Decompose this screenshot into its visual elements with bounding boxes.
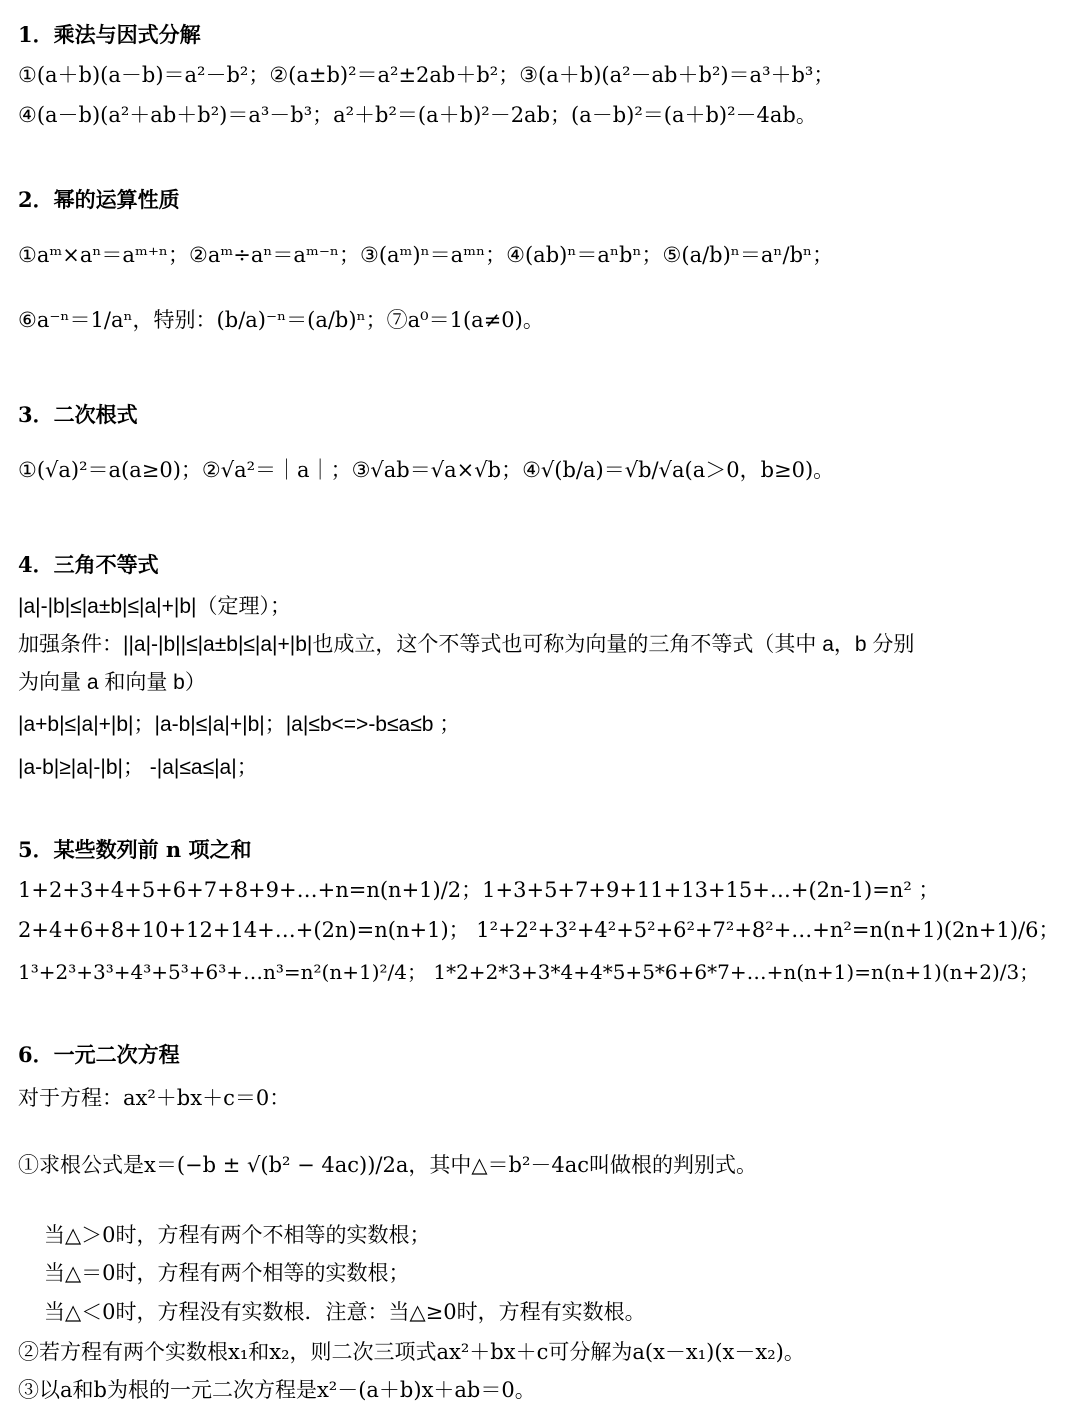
discriminant-negative-line: 当△＜0时，方程没有实数根．注意：当△≥0时，方程有实数根。 [44, 1300, 646, 1324]
section-6-line-1: 对于方程：ax²＋bx＋c＝0： [18, 1086, 291, 1110]
section-1-title: 1．乘法与因式分解 [18, 22, 201, 47]
roots-equation-line: ③以a和b为根的一元二次方程是x²－(a＋b)x＋ab＝0。 [18, 1378, 536, 1402]
section-4-line-5: |a-b|≥|a|-|b|； -|a|≤a≤|a|； [18, 756, 258, 779]
section-4-line-4: |a+b|≤|a|+|b|；|a-b|≤|a|+|b|；|a|≤b<=>-b≤a≤b ； [18, 713, 461, 736]
section-4-line-3: 为向量 a 和向量 b） [18, 671, 206, 694]
section-3-line-1: ①(√a)²＝a(a≥0)；②√a²＝｜a｜；③√ab＝√a×√b；④√(b/a)＝√b/√a(a＞0，b≥0)。 [18, 458, 835, 482]
factorization-line: ②若方程有两个实数根x₁和x₂，则二次三项式ax²＋bx＋c可分解为a(x－x₁)(x－x₂)。 [18, 1340, 805, 1364]
discriminant-zero-line: 当△＝0时，方程有两个相等的实数根； [44, 1261, 410, 1285]
section-5-line-3: 1³+2³+3³+4³+5³+6³+…n³=n²(n+1)²/4； 1*2+2*3+3*4+4*5+5*6+6*7+…+n(n+1)=n(n+1)(n+2)/3； [18, 960, 1040, 984]
section-5-line-1: 1+2+3+4+5+6+7+8+9+…+n=n(n+1)/2；1+3+5+7+9+11+13+15+…+(2n-1)=n² ； [18, 878, 940, 902]
section-2-line-2: ⑥a⁻ⁿ＝1/aⁿ，特别：(b/a)⁻ⁿ＝(a/b)ⁿ；⑦a⁰＝1(a≠0)。 [18, 308, 544, 332]
section-3-title: 3．二次根式 [18, 402, 138, 427]
section-2-title: 2．幂的运算性质 [18, 187, 180, 212]
section-4-line-1: |a|-|b|≤|a±b|≤|a|+|b|（定理）； [18, 595, 291, 618]
section-6-title: 6．一元二次方程 [18, 1042, 180, 1067]
quadratic-formula-line: ①求根公式是x＝(−b ± √(b² − 4ac))/2a，其中△＝b²－4ac叫做根的判别式。 [18, 1153, 758, 1177]
section-4-line-2: 加强条件：||a|-|b||≤|a±b|≤|a|+|b|也成立，这个不等式也可称为向量的三角不等式（其中 a，b 分别 [18, 633, 915, 656]
section-5-title: 5．某些数列前 n 项之和 [18, 837, 252, 862]
section-5-line-2: 2+4+6+8+10+12+14+…+(2n)=n(n+1)； 1²+2²+3²+4²+5²+6²+7²+8²+…+n²=n(n+1)(2n+1)/6； [18, 918, 1060, 942]
section-4-title: 4．三角不等式 [18, 552, 159, 577]
section-2-line-1: ①aᵐ×aⁿ＝aᵐ⁺ⁿ；②aᵐ÷aⁿ＝aᵐ⁻ⁿ；③(aᵐ)ⁿ＝aᵐⁿ；④(ab)ⁿ＝aⁿbⁿ；⑤(a/b)ⁿ＝aⁿ/bⁿ； [18, 243, 834, 267]
section-1-line-1: ①(a＋b)(a－b)＝a²－b²；②(a±b)²＝a²±2ab＋b²；③(a＋b)(a²－ab＋b²)＝a³＋b³； [18, 63, 835, 87]
section-1-line-2: ④(a－b)(a²＋ab＋b²)＝a³－b³；a²＋b²＝(a＋b)²－2ab；(a－b)²＝(a＋b)²－4ab。 [18, 103, 817, 127]
discriminant-positive-line: 当△＞0时，方程有两个不相等的实数根； [44, 1223, 431, 1247]
